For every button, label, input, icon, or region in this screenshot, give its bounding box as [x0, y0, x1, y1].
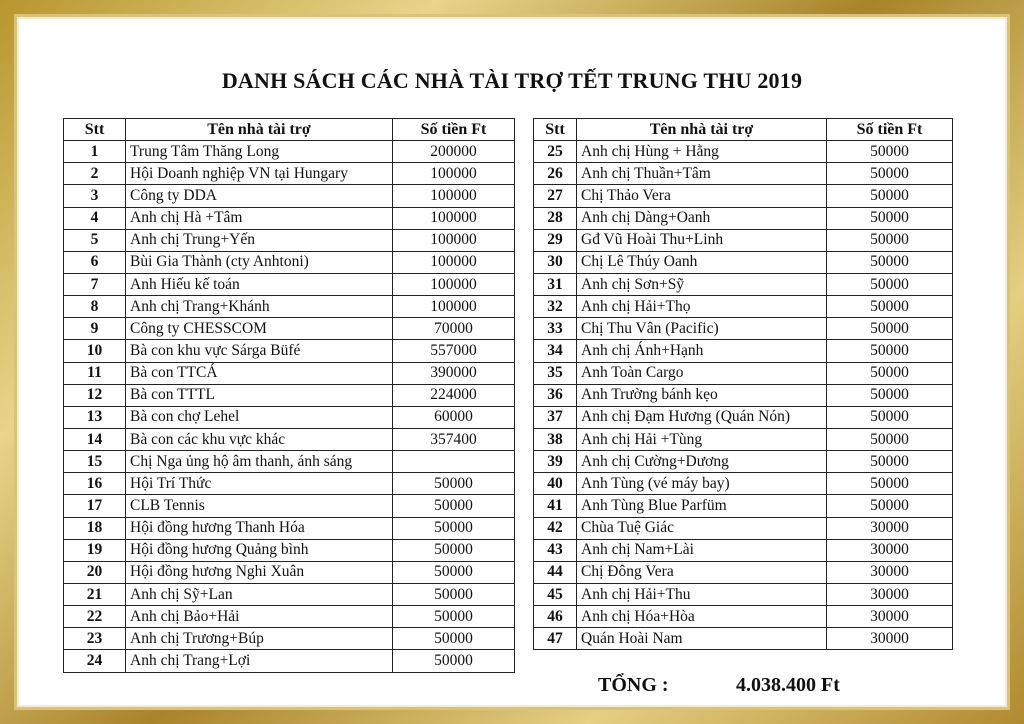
header-amount: Số tiền Ft [827, 119, 953, 141]
amount-value: 50000 [393, 561, 515, 583]
sponsor-name: Bà con khu vực Sárga Büfé [126, 340, 393, 362]
table-row [64, 185, 515, 207]
table-row [534, 229, 953, 251]
row-number: 29 [534, 229, 577, 251]
table-row [534, 141, 953, 163]
sponsor-name: Anh chị Trương+Búp [126, 628, 393, 650]
amount-value: 390000 [393, 362, 515, 384]
table-row [64, 362, 515, 384]
sponsor-name: Anh chị Thuần+Tâm [577, 163, 827, 185]
table-row [534, 561, 953, 583]
table-row [534, 296, 953, 318]
amount-value: 30000 [827, 561, 953, 583]
table-row [534, 163, 953, 185]
amount-value: 50000 [827, 428, 953, 450]
table-row [64, 473, 515, 495]
sponsor-name: Gđ Vũ Hoài Thu+Linh [577, 229, 827, 251]
table-row [64, 163, 515, 185]
sponsor-name: Hội Doanh nghiệp VN tại Hungary [126, 163, 393, 185]
row-number: 42 [534, 517, 577, 539]
sponsor-name: Chị Đông Vera [577, 561, 827, 583]
amount-value: 50000 [393, 495, 515, 517]
row-number: 22 [64, 606, 126, 628]
table-row [64, 606, 515, 628]
amount-value: 50000 [827, 251, 953, 273]
sponsor-name: Công ty DDA [126, 185, 393, 207]
table-row [534, 273, 953, 295]
sponsor-name: Công ty CHESSCOM [126, 318, 393, 340]
row-number: 43 [534, 539, 577, 561]
row-number: 28 [534, 207, 577, 229]
sponsor-name: Chị Thảo Vera [577, 185, 827, 207]
amount-value: 50000 [827, 362, 953, 384]
sponsor-name: Chị Thu Vân (Pacific) [577, 318, 827, 340]
row-number: 2 [64, 163, 126, 185]
table-row [64, 495, 515, 517]
table-row [64, 406, 515, 428]
table-row [534, 606, 953, 628]
amount-value: 50000 [827, 473, 953, 495]
row-number: 32 [534, 296, 577, 318]
row-number: 30 [534, 251, 577, 273]
table-row [64, 384, 515, 406]
table-row [64, 517, 515, 539]
row-number: 1 [64, 141, 126, 163]
sponsor-name: Anh chị Hải+Thu [577, 583, 827, 605]
table-row [64, 539, 515, 561]
row-number: 20 [64, 561, 126, 583]
row-number: 12 [64, 384, 126, 406]
row-number: 17 [64, 495, 126, 517]
sponsor-name: Bà con các khu vực khác [126, 428, 393, 450]
table-row [534, 495, 953, 517]
amount-value: 30000 [827, 539, 953, 561]
row-number: 35 [534, 362, 577, 384]
sponsor-name: Bà con chợ Lehel [126, 406, 393, 428]
sponsor-name: Anh chị Dàng+Oanh [577, 207, 827, 229]
header-sponsor-name: Tên nhà tài trợ [126, 119, 393, 141]
sponsor-table-left [63, 118, 515, 673]
amount-value: 50000 [827, 384, 953, 406]
table-row [534, 207, 953, 229]
amount-value: 100000 [393, 163, 515, 185]
table-row [64, 340, 515, 362]
table-row [534, 318, 953, 340]
row-number: 39 [534, 451, 577, 473]
amount-value: 224000 [393, 384, 515, 406]
amount-value: 30000 [827, 583, 953, 605]
table-row [64, 296, 515, 318]
amount-value: 50000 [827, 495, 953, 517]
amount-value: 557000 [393, 340, 515, 362]
row-number: 31 [534, 273, 577, 295]
amount-value: 100000 [393, 185, 515, 207]
table-header-row [64, 119, 515, 141]
header-amount: Số tiền Ft [393, 119, 515, 141]
amount-value: 100000 [393, 296, 515, 318]
row-number: 37 [534, 406, 577, 428]
sponsor-name: Chị Lê Thúy Oanh [577, 251, 827, 273]
amount-value: 50000 [827, 296, 953, 318]
sponsor-name: Bà con TTCÁ [126, 362, 393, 384]
row-number: 5 [64, 229, 126, 251]
table-row [64, 583, 515, 605]
table-row [534, 539, 953, 561]
row-number: 33 [534, 318, 577, 340]
amount-value: 50000 [393, 473, 515, 495]
table-row [64, 428, 515, 450]
sponsor-name: Anh Tùng (vé máy bay) [577, 473, 827, 495]
row-number: 47 [534, 628, 577, 650]
amount-value: 50000 [827, 406, 953, 428]
table-header-row [534, 119, 953, 141]
sponsor-name: Anh chị Ánh+Hạnh [577, 340, 827, 362]
sponsor-name: Anh Toàn Cargo [577, 362, 827, 384]
amount-value [393, 451, 515, 473]
amount-value: 50000 [827, 141, 953, 163]
sponsor-name: Anh chị Đạm Hương (Quán Nón) [577, 406, 827, 428]
row-number: 18 [64, 517, 126, 539]
sponsor-name: Anh chị Trung+Yến [126, 229, 393, 251]
amount-value: 30000 [827, 628, 953, 650]
row-number: 27 [534, 185, 577, 207]
header-stt: Stt [64, 119, 126, 141]
amount-value: 200000 [393, 141, 515, 163]
row-number: 4 [64, 207, 126, 229]
sponsor-name: Hội Trí Thức [126, 473, 393, 495]
amount-value: 50000 [827, 318, 953, 340]
amount-value: 30000 [827, 517, 953, 539]
table-row [64, 628, 515, 650]
row-number: 41 [534, 495, 577, 517]
document-title: DANH SÁCH CÁC NHÀ TÀI TRỢ TẾT TRUNG THU 2019 [221, 68, 803, 93]
table-row [534, 428, 953, 450]
sponsor-name: Anh Trường bánh kẹo [577, 384, 827, 406]
sponsor-name: Anh chị Hùng + Hằng [577, 141, 827, 163]
sponsor-name: Bà con TTTL [126, 384, 393, 406]
amount-value: 50000 [393, 606, 515, 628]
sponsor-table-right [533, 118, 953, 650]
sponsor-name: Chùa Tuệ Giác [577, 517, 827, 539]
sponsor-name: Anh chị Sơn+Sỹ [577, 273, 827, 295]
amount-value: 50000 [393, 539, 515, 561]
table-row [64, 318, 515, 340]
sponsor-name: Anh chị Trang+Khánh [126, 296, 393, 318]
row-number: 36 [534, 384, 577, 406]
table-row [534, 473, 953, 495]
amount-value: 50000 [827, 229, 953, 251]
amount-value: 357400 [393, 428, 515, 450]
table-row [64, 141, 515, 163]
row-number: 11 [64, 362, 126, 384]
row-number: 13 [64, 406, 126, 428]
sponsor-name: Quán Hoài Nam [577, 628, 827, 650]
table-row [534, 583, 953, 605]
amount-value: 50000 [393, 583, 515, 605]
table-row [64, 229, 515, 251]
sponsor-name: Hội đồng hương Thanh Hóa [126, 517, 393, 539]
amount-value: 100000 [393, 207, 515, 229]
row-number: 25 [534, 141, 577, 163]
table-row [534, 384, 953, 406]
amount-value: 50000 [827, 273, 953, 295]
table-row [64, 650, 515, 672]
sponsor-name: Anh Tùng Blue Parfüm [577, 495, 827, 517]
table-row [64, 451, 515, 473]
row-number: 46 [534, 606, 577, 628]
sponsor-name: Anh Hiếu kế toán [126, 273, 393, 295]
sponsor-name: Anh chị Hóa+Hòa [577, 606, 827, 628]
row-number: 6 [64, 251, 126, 273]
amount-value: 50000 [393, 517, 515, 539]
row-number: 3 [64, 185, 126, 207]
amount-value: 100000 [393, 251, 515, 273]
table-row [64, 207, 515, 229]
row-number: 26 [534, 163, 577, 185]
row-number: 34 [534, 340, 577, 362]
table-row [534, 340, 953, 362]
amount-value: 30000 [827, 606, 953, 628]
amount-value: 50000 [827, 340, 953, 362]
row-number: 10 [64, 340, 126, 362]
amount-value: 100000 [393, 273, 515, 295]
sponsor-name: Anh chị Hà +Tâm [126, 207, 393, 229]
sponsor-name: Anh chị Trang+Lợi [126, 650, 393, 672]
sponsor-name: Trung Tâm Thăng Long [126, 141, 393, 163]
row-number: 8 [64, 296, 126, 318]
row-number: 19 [64, 539, 126, 561]
amount-value: 50000 [393, 628, 515, 650]
sponsor-name: Anh chị Cường+Dương [577, 451, 827, 473]
sponsor-name: Anh chị Hải +Tùng [577, 428, 827, 450]
amount-value: 50000 [827, 207, 953, 229]
table-row [534, 185, 953, 207]
amount-value: 70000 [393, 318, 515, 340]
row-number: 24 [64, 650, 126, 672]
sponsor-name: Bùi Gia Thành (cty Anhtoni) [126, 251, 393, 273]
table-row [534, 628, 953, 650]
sponsor-name: Anh chị Sỹ+Lan [126, 583, 393, 605]
row-number: 7 [64, 273, 126, 295]
sponsor-name: Chị Nga ủng hộ âm thanh, ánh sáng [126, 451, 393, 473]
table-row [64, 251, 515, 273]
sponsor-name: CLB Tennis [126, 495, 393, 517]
row-number: 15 [64, 451, 126, 473]
table-row [534, 517, 953, 539]
total-value: 4.038.400 Ft [736, 674, 840, 696]
table-row [64, 273, 515, 295]
header-stt: Stt [534, 119, 577, 141]
table-row [534, 451, 953, 473]
row-number: 21 [64, 583, 126, 605]
row-number: 14 [64, 428, 126, 450]
row-number: 16 [64, 473, 126, 495]
total-label: TỔNG : [598, 674, 669, 696]
row-number: 38 [534, 428, 577, 450]
header-sponsor-name: Tên nhà tài trợ [577, 119, 827, 141]
amount-value: 50000 [827, 451, 953, 473]
amount-value: 60000 [393, 406, 515, 428]
table-row [534, 406, 953, 428]
amount-value: 100000 [393, 229, 515, 251]
table-row [534, 362, 953, 384]
table-row [64, 561, 515, 583]
row-number: 40 [534, 473, 577, 495]
row-number: 23 [64, 628, 126, 650]
row-number: 45 [534, 583, 577, 605]
amount-value: 50000 [827, 163, 953, 185]
amount-value: 50000 [393, 650, 515, 672]
sponsor-name: Anh chị Bảo+Hải [126, 606, 393, 628]
sponsor-name: Anh chị Nam+Lài [577, 539, 827, 561]
row-number: 9 [64, 318, 126, 340]
sponsor-name: Hội đồng hương Quảng bình [126, 539, 393, 561]
table-row [534, 251, 953, 273]
amount-value: 50000 [827, 185, 953, 207]
sponsor-name: Anh chị Hải+Thọ [577, 296, 827, 318]
sponsor-name: Hội đồng hương Nghi Xuân [126, 561, 393, 583]
row-number: 44 [534, 561, 577, 583]
